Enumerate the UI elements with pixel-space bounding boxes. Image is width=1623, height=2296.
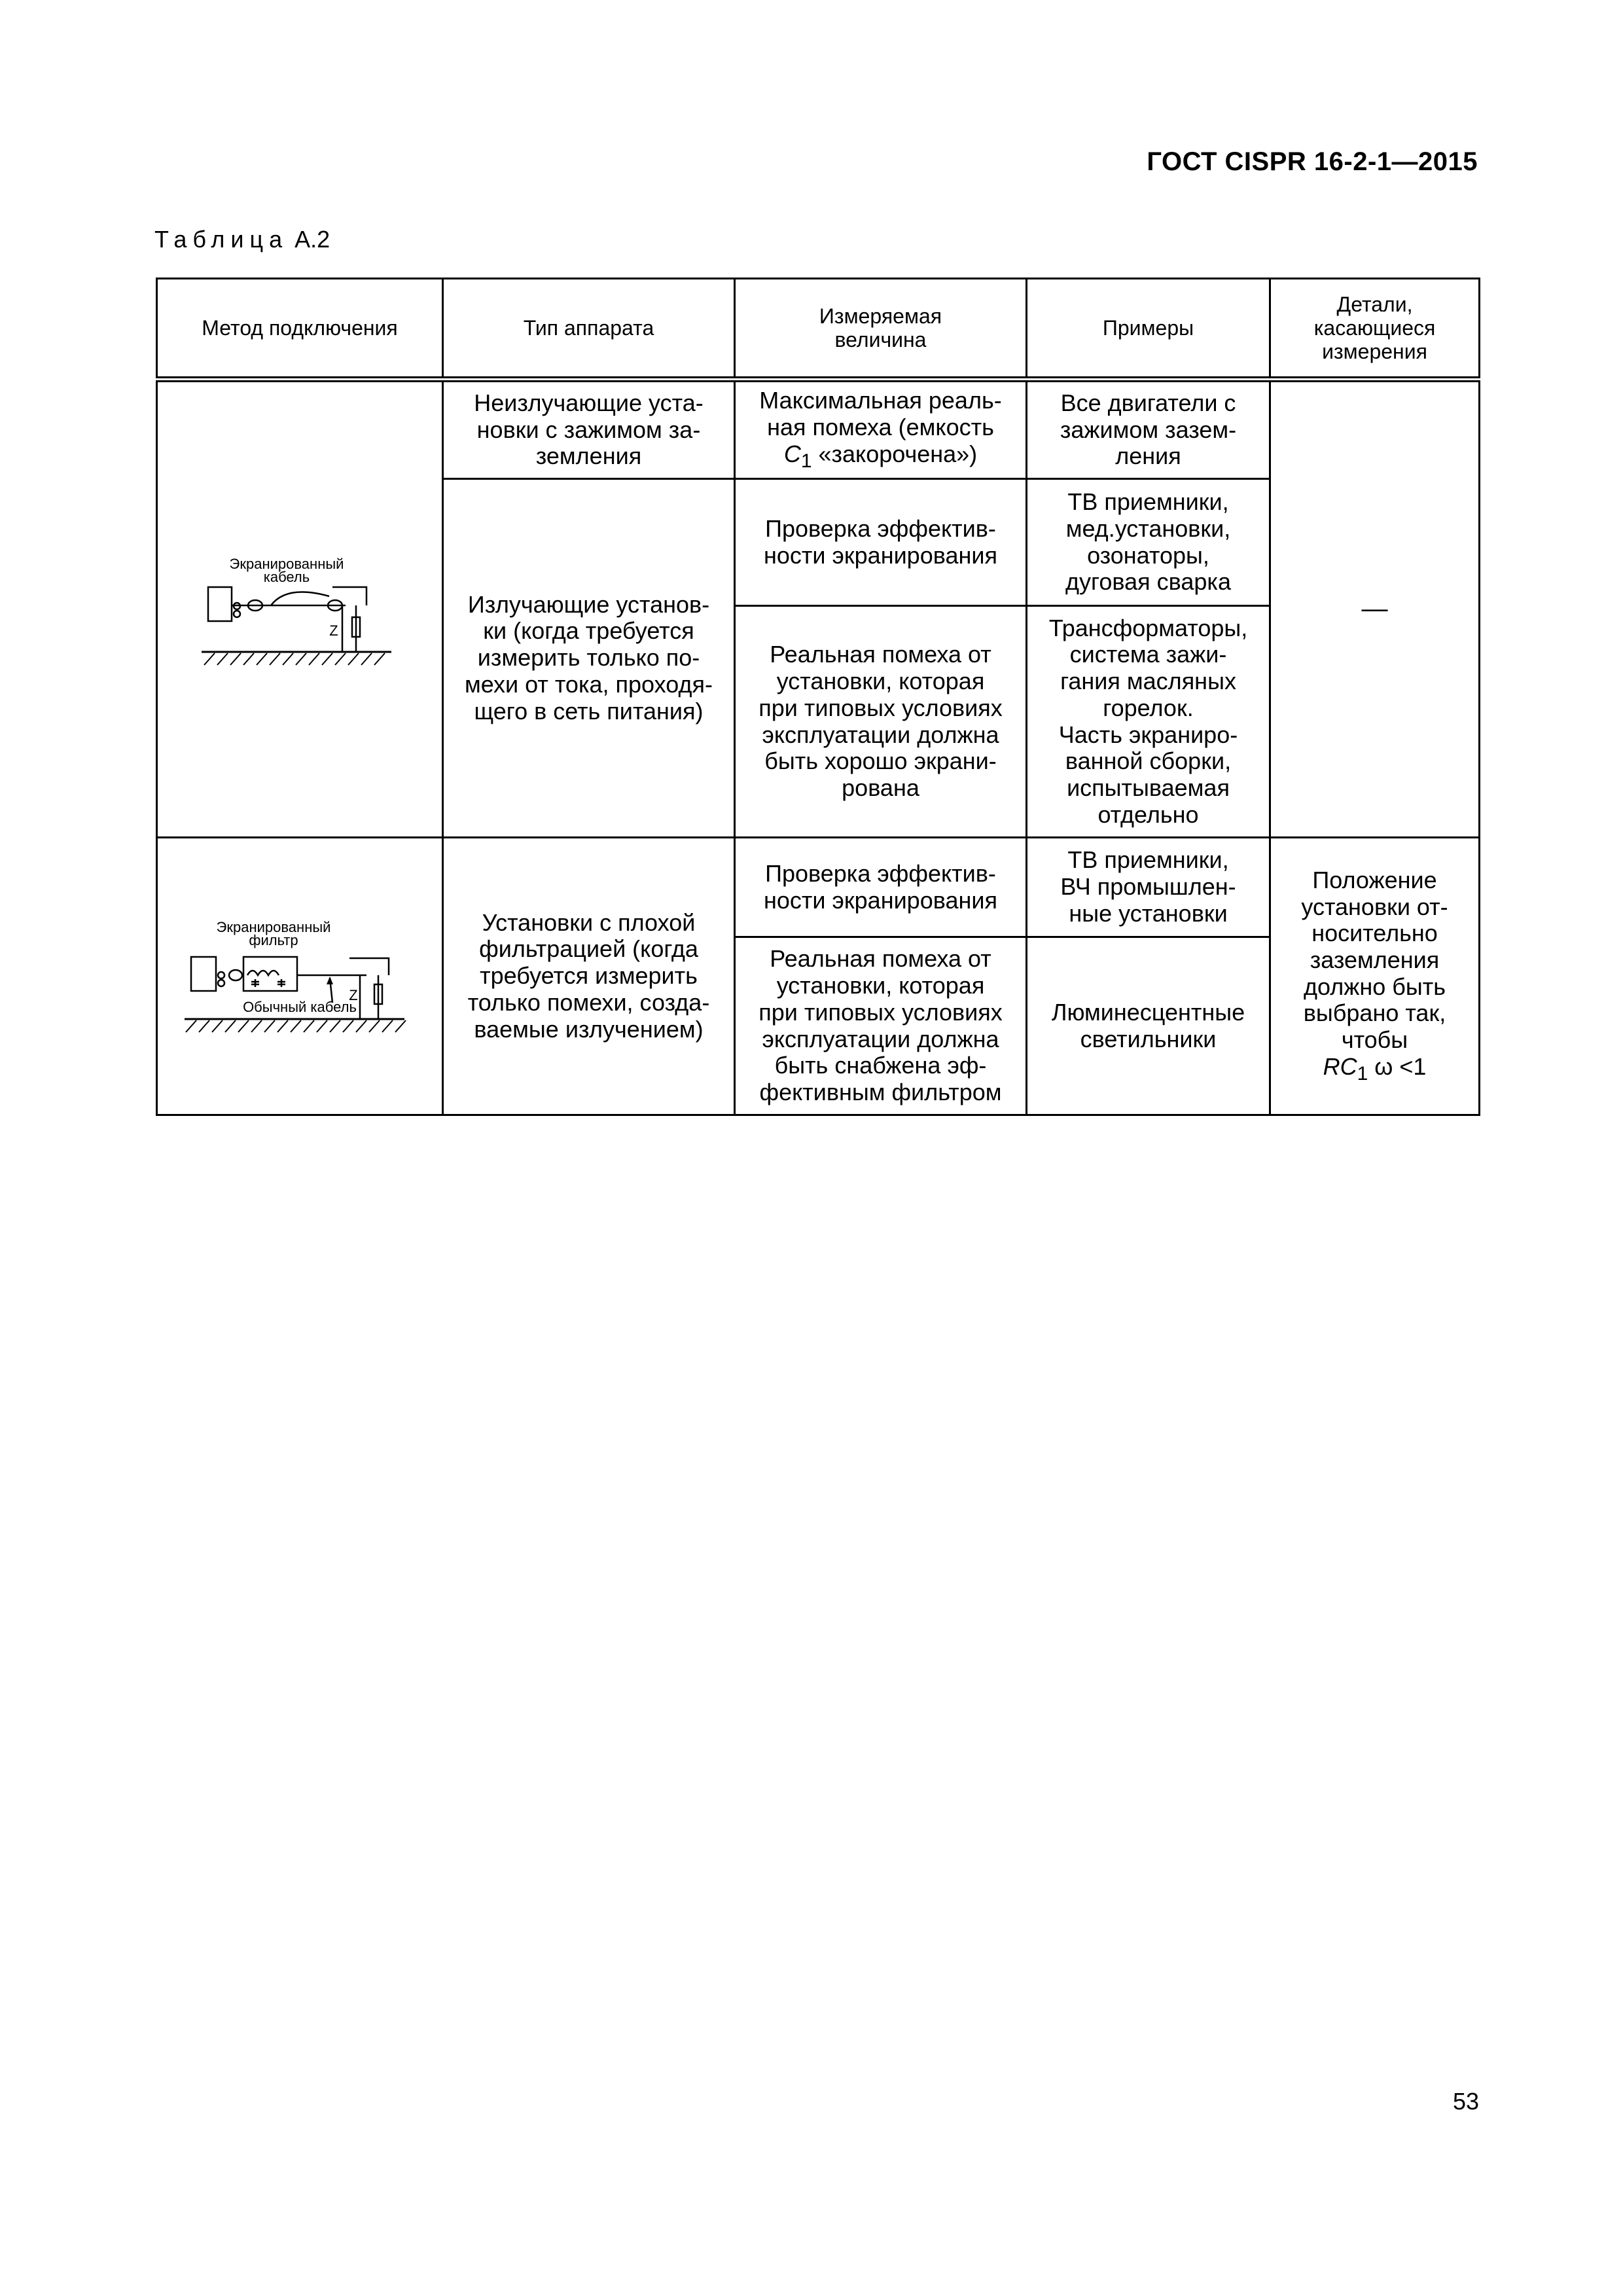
- examples-cell: Люминесцентные светильники: [1027, 937, 1270, 1115]
- header-measurement-details: Детали, касающиеся измерения: [1270, 279, 1480, 380]
- measured-quantity-cell: Проверка эффектив- ности экранирования: [735, 838, 1027, 937]
- connection-diagram-cell: [157, 380, 443, 838]
- table-row: [157, 380, 1480, 479]
- capacitance-symbol: C: [783, 440, 801, 467]
- shielded-filter-diagram: [175, 911, 424, 1042]
- table-caption-number: А.2: [294, 226, 330, 253]
- table-caption-word: Таблица: [154, 226, 289, 253]
- connection-diagram-cell: [157, 838, 443, 1115]
- examples-cell: ТВ приемники, мед.установки, озонаторы, дуговая сварка: [1027, 479, 1270, 606]
- examples-cell: Все двигатели с зажимом зазем- ления: [1027, 380, 1270, 479]
- device-type-cell: Неизлучающие уста- новки с зажимом за- земления: [443, 380, 735, 479]
- table-header-row: [157, 279, 1480, 380]
- rc-subscript: 1: [1357, 1063, 1368, 1085]
- capacitance-subscript: 1: [800, 450, 812, 472]
- details-text-end: ω <1: [1368, 1052, 1427, 1080]
- diagram-label-line: Экранированный: [216, 918, 331, 935]
- header-device-type: Тип аппарата: [443, 279, 735, 380]
- measured-quantity-cell: Реальная помеха от установки, которая при типовых условиях эксплуатации должна быть снабжена эф- фективным фильтром: [735, 937, 1027, 1115]
- examples-cell: ТВ приемники, ВЧ промышлен- ные установки: [1027, 838, 1270, 937]
- header-measured-quantity: Измеряемая величина: [735, 279, 1027, 380]
- page-number: 53: [1452, 2088, 1479, 2115]
- table-caption: [154, 226, 330, 253]
- table-a2: [156, 278, 1480, 1116]
- diagram-impedance-label: Z: [329, 622, 338, 639]
- diagram-label-line: фильтр: [249, 931, 298, 948]
- examples-cell: Трансформаторы, система зажи- гания масляных горелок. Часть экраниро- ванной сборки, испытываемая отдельно: [1027, 606, 1270, 838]
- measured-quantity-cell: Реальная помеха от установки, которая при типовых условиях эксплуатации должна быть хорошо экрани- рована: [735, 606, 1027, 838]
- device-type-cell: Излучающие установ- ки (когда требуется измерить только по- мехи от тока, проходя- щего в сеть питания): [443, 479, 735, 838]
- standard-header: ГОСТ CISPR 16-2-1—2015: [1147, 147, 1478, 176]
- measured-quantity-text-end: «закорочена»): [812, 440, 978, 467]
- rc-symbol: RC: [1323, 1052, 1357, 1080]
- device-type-cell: Установки с плохой фильтрацией (когда требуется измерить только помехи, созда- ваемые излучением): [443, 838, 735, 1115]
- diagram-label-line: Экранированный: [229, 556, 344, 572]
- diagram-label-line: кабель: [263, 569, 310, 585]
- measured-quantity-cell: [735, 380, 1027, 479]
- diagram-impedance-label: Z: [349, 986, 358, 1003]
- header-examples: Примеры: [1027, 279, 1270, 380]
- diagram-label-plain-cable: Обычный кабель: [243, 998, 357, 1015]
- measured-quantity-text: Максимальная реаль- ная помеха (емкость: [759, 387, 1002, 440]
- measured-quantity-cell: Проверка эффектив- ности экранирования: [735, 479, 1027, 606]
- details-text: Положение установки от- носительно заземления должно быть выбрано так, чтобы: [1301, 867, 1448, 1054]
- details-cell: —: [1270, 380, 1480, 838]
- table-row: [157, 838, 1480, 937]
- shielded-cable-diagram: [195, 544, 404, 675]
- header-connection-method: Метод подключения: [157, 279, 443, 380]
- details-cell: [1270, 838, 1480, 1115]
